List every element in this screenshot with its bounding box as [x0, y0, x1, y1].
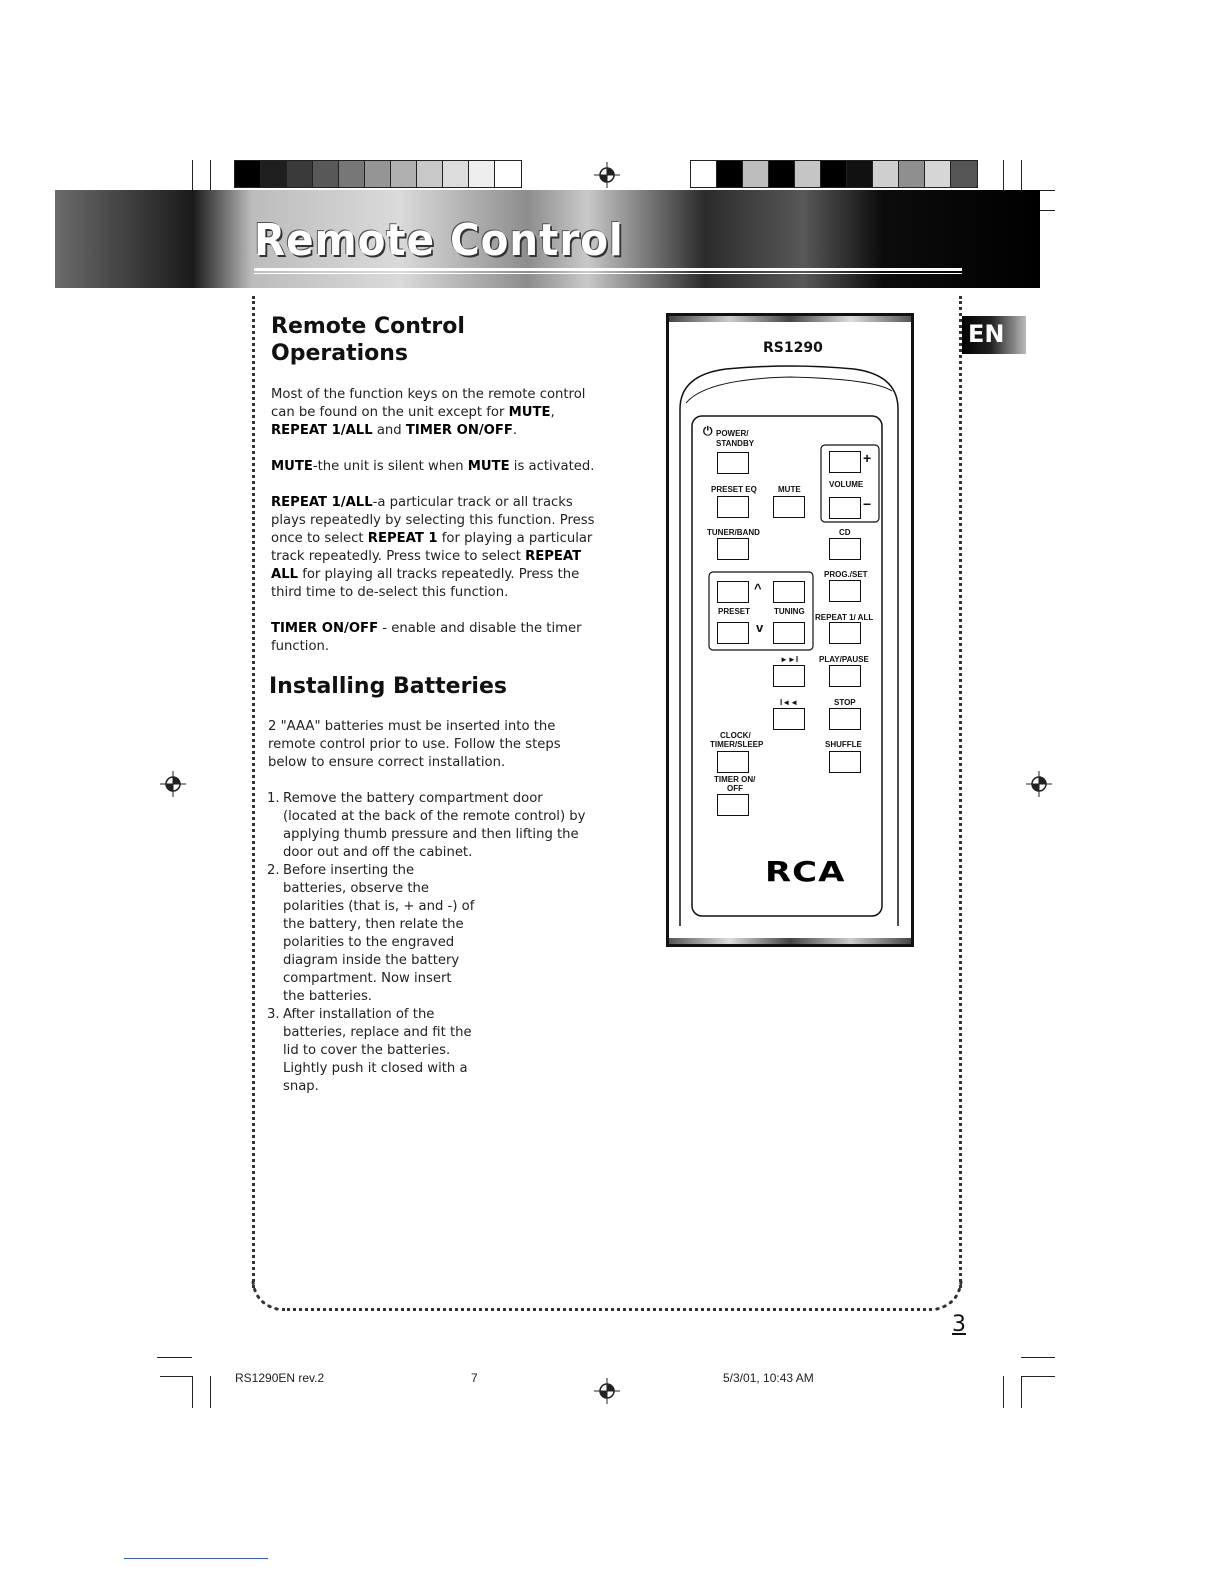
- remote-label-timer-sleep: TIMER/SLEEP: [710, 740, 764, 749]
- remote-label-power: POWER/: [716, 429, 749, 438]
- crop-mark: [160, 1376, 192, 1377]
- remote-label-shuffle: SHUFFLE: [825, 740, 862, 749]
- volume-minus-label: −: [863, 496, 872, 512]
- slug-sheet-number: 7: [471, 1371, 478, 1385]
- preset-down-button[interactable]: [717, 622, 749, 644]
- prog-set-button[interactable]: [829, 580, 861, 602]
- tuning-down-button[interactable]: [773, 622, 805, 644]
- section-heading-line: Operations: [271, 341, 408, 366]
- cd-button[interactable]: [829, 538, 861, 560]
- timer-paragraph: TIMER ON/OFF - enable and disable the timer function.: [271, 621, 582, 654]
- color-swatch-bar-left: [234, 160, 522, 188]
- crop-mark: [210, 160, 211, 191]
- banner-rule: [254, 273, 962, 274]
- power-icon: ⏻: [703, 424, 713, 438]
- down-arrow-icon: v: [756, 620, 764, 635]
- mute-paragraph: MUTE-the unit is silent when MUTE is activated.: [271, 459, 595, 474]
- remote-label-clock: CLOCK/: [720, 731, 751, 740]
- remote-label-tuner-band: TUNER/BAND: [707, 528, 760, 537]
- next-track-button[interactable]: [773, 665, 805, 687]
- section-heading: Installing Batteries: [269, 674, 507, 699]
- remote-label-mute: MUTE: [778, 485, 801, 494]
- previous-track-icon: I◄◄: [780, 698, 799, 707]
- crop-mark: [1003, 160, 1004, 191]
- intro-paragraph: Most of the function keys on the remote control can be found on the unit except for MUTE, REPEAT 1/ALL and TIMER ON/OFF.: [271, 387, 586, 438]
- timer-on-off-button[interactable]: [717, 794, 749, 816]
- remote-label-cd: CD: [839, 528, 851, 537]
- rca-logo: RCA: [765, 856, 846, 888]
- up-arrow-icon: ^: [754, 581, 762, 596]
- color-swatch-bar-right: [690, 160, 978, 188]
- page-number: 3: [952, 1312, 966, 1337]
- slug-filename: RS1290EN rev.2: [235, 1371, 325, 1385]
- tuner-band-button[interactable]: [717, 538, 749, 560]
- page-title: Remote Control: [254, 215, 624, 266]
- remote-label-volume: VOLUME: [829, 480, 864, 489]
- remote-model-label: RS1290: [763, 340, 823, 356]
- registration-mark-icon: [594, 162, 620, 188]
- registration-mark-icon: [160, 771, 186, 797]
- remote-label-preset-eq: PRESET EQ: [711, 485, 757, 494]
- batteries-intro: 2 "AAA" batteries must be inserted into the remote control prior to use. Follow the steps below to ensure correct installation.: [268, 719, 561, 770]
- play-pause-button[interactable]: [829, 665, 861, 687]
- tuning-up-button[interactable]: [773, 581, 805, 603]
- registration-mark-icon: [1026, 771, 1052, 797]
- repeat-paragraph: REPEAT 1/ALL-a particular track or all tracks plays repeatedly by selecting this function. Press once to select REPEAT 1 for playing a particular track repeatedly. Press twice to select REPEAT ALL for playing all tracks repeatedly. Press the third time to de-select this function.: [271, 495, 595, 600]
- crop-mark: [192, 1376, 193, 1408]
- list-item: 3. After installation of the batteries, replace and fit the lid to cover the batteries. Lightly push it closed with a snap.: [267, 1007, 472, 1094]
- clock-timer-sleep-button[interactable]: [717, 751, 749, 773]
- preset-eq-button[interactable]: [717, 496, 749, 518]
- list-item: 2. Before inserting the batteries, observe the polarities (that is, + and -) of the battery, then relate the polarities to the engraved diagram inside the battery compartment. Now insert the batteries.: [267, 863, 475, 1004]
- crop-mark: [1021, 1376, 1022, 1408]
- remote-label-tuning: TUNING: [774, 607, 805, 616]
- section-heading: [271, 313, 465, 367]
- next-track-icon: ►►I: [780, 655, 799, 664]
- crop-mark: [157, 1357, 192, 1358]
- stop-button[interactable]: [829, 708, 861, 730]
- banner-rule: [254, 268, 962, 271]
- bottom-rule: [124, 1558, 268, 1559]
- crop-mark: [1021, 1357, 1055, 1358]
- crop-mark: [1003, 1376, 1004, 1408]
- power-button[interactable]: [717, 452, 749, 474]
- previous-track-button[interactable]: [773, 708, 805, 730]
- remote-label-timer-on: TIMER ON/: [714, 775, 756, 784]
- volume-down-button[interactable]: [829, 497, 861, 519]
- dotted-frame-left: [252, 296, 255, 1288]
- language-tab-label: EN: [968, 320, 1005, 348]
- crop-mark: [210, 1376, 211, 1408]
- remote-label-preset: PRESET: [718, 607, 751, 616]
- battery-steps-list: [267, 790, 607, 1096]
- preset-up-button[interactable]: [717, 581, 749, 603]
- remote-label-repeat: REPEAT 1/ ALL: [815, 613, 874, 622]
- volume-plus-label: +: [863, 450, 872, 466]
- volume-up-button[interactable]: [829, 451, 861, 473]
- remote-label-stop: STOP: [834, 698, 856, 707]
- repeat-button[interactable]: [829, 622, 861, 644]
- shuffle-button[interactable]: [829, 751, 861, 773]
- remote-label-standby: STANDBY: [716, 439, 755, 448]
- crop-mark: [1021, 160, 1022, 191]
- section-heading-line: Remote Control: [271, 314, 465, 339]
- dotted-frame-corner: [250, 1280, 286, 1312]
- list-item: 1. Remove the battery compartment door (located at the back of the remote control) by applying thumb pressure and then lifting the door out and off the cabinet.: [267, 791, 586, 860]
- registration-mark-icon: [594, 1378, 620, 1404]
- dotted-frame-bottom: [282, 1308, 932, 1311]
- remote-label-prog-set: PROG./SET: [824, 570, 868, 579]
- remote-label-timer-off: OFF: [727, 784, 743, 793]
- crop-mark: [192, 160, 193, 191]
- dotted-frame-right: [959, 296, 962, 1288]
- crop-mark: [1021, 1376, 1055, 1377]
- dotted-frame-corner: [928, 1280, 964, 1312]
- slug-timestamp: 5/3/01, 10:43 AM: [723, 1371, 814, 1385]
- remote-label-play-pause: PLAY/PAUSE: [819, 655, 869, 664]
- mute-button[interactable]: [773, 496, 805, 518]
